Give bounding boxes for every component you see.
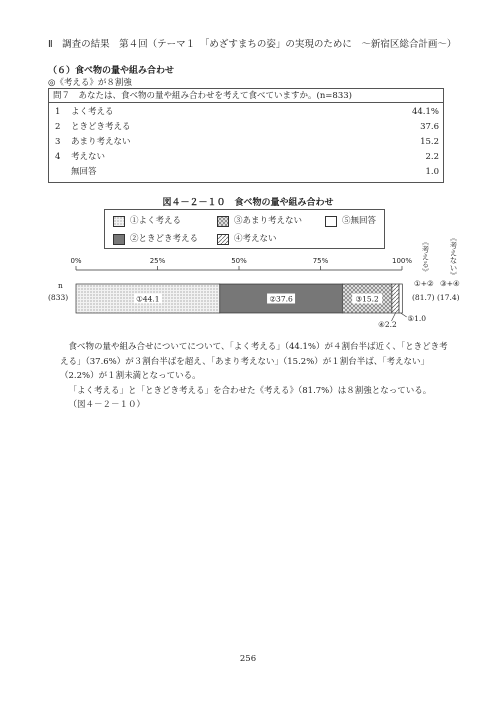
data-label: ⑤1.0	[407, 314, 427, 323]
aggregate-header-not-think: 《考えない》	[449, 234, 458, 279]
aggregate-header-think: 《考える》	[421, 238, 430, 276]
legend-label: ①よく考える	[130, 216, 182, 226]
option-percent: 44.1%	[411, 107, 439, 117]
data-label: ①44.1	[136, 294, 160, 304]
legend-label: ③あまり考えない	[234, 216, 303, 226]
legend-label: ⑤無回答	[342, 216, 377, 226]
section-title: （６）食べ物の量や組み合わせ	[48, 66, 175, 76]
question-text: 問７ あなたは、食べ物の量や組み合わせを考えて食べていますか。(n=833)	[49, 89, 443, 103]
aggregate-formula-think: ①+②	[414, 279, 434, 288]
body-paragraph: （図４－２－１０）	[68, 400, 146, 410]
option-percent: 37.6	[420, 122, 439, 132]
option-label: よく考える	[71, 107, 114, 117]
row-label-count: (833)	[48, 293, 69, 302]
legend-label: ④考えない	[234, 234, 277, 244]
option-number: 1	[55, 107, 61, 117]
data-label: ②37.6	[269, 294, 293, 304]
option-label: 無回答	[71, 167, 97, 177]
option-label: 考えない	[71, 152, 106, 162]
tick-label: 50%	[231, 257, 247, 265]
tick-label: 0%	[70, 257, 82, 265]
option-number: 3	[55, 137, 61, 147]
summary-line: ◎《考える》が８割強	[48, 78, 132, 88]
figure-title: 図４－２－１０ 食べ物の量や組み合わせ	[162, 198, 334, 208]
option-percent: 1.0	[425, 167, 439, 177]
body-text	[60, 340, 450, 413]
option-number: 2	[55, 122, 61, 132]
aggregate-value-think: (81.7)	[412, 293, 435, 302]
aggregate-formula-not-think: ③+④	[440, 279, 460, 288]
row-label-n: n	[58, 281, 63, 290]
legend-label: ②ときどき考える	[130, 234, 199, 244]
page-header: Ⅱ 調査の結果 第４回（テーマ１ 「めざすまちの姿」の実現のために ～新宿区総合計画～）	[48, 39, 457, 50]
tick-label: 25%	[149, 257, 166, 265]
stacked-bar-chart	[0, 0, 496, 340]
bar-segment	[399, 284, 402, 313]
tick-label: 100%	[391, 257, 413, 265]
callout-line	[401, 313, 407, 317]
option-percent: 15.2	[420, 137, 439, 147]
body-paragraph: 「よく考える」と「ときどき考える」を合わせた《考える》（81.7%）は８割強となっている。	[68, 385, 432, 396]
data-label: ③15.2	[355, 294, 379, 304]
aggregate-value-not-think: (17.4)	[437, 293, 460, 302]
option-percent: 2.2	[425, 152, 439, 162]
option-number: 4	[55, 152, 61, 162]
tick-label: 75%	[312, 257, 329, 265]
body-paragraph: 食べ物の量や組み合せについてについて、「よく考える」（44.1%）が４割台半ば近く、「ときどき考える」（37.6%）が３割台半ばを超え、「あまり考えない」（15.2%）が１割台半ば、「考えない」（2.2%）が１割未満となっている。	[60, 342, 448, 381]
option-label: ときどき考える	[71, 122, 131, 132]
option-label: あまり考えない	[71, 137, 131, 147]
page-number: 256	[239, 654, 257, 664]
data-label: ④2.2	[378, 320, 397, 329]
bar-segment	[392, 284, 399, 313]
